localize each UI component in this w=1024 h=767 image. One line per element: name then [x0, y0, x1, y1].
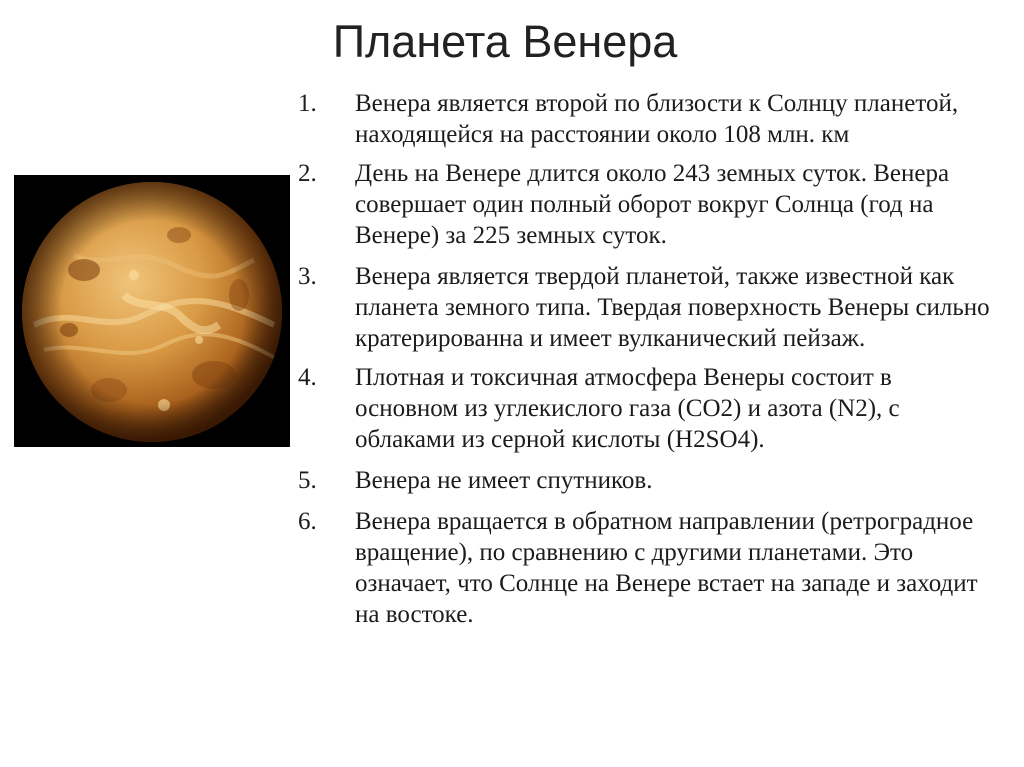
- venus-planet-icon: [14, 175, 290, 447]
- venus-image: [14, 175, 290, 447]
- fact-item-6: [298, 506, 998, 630]
- fact-item-4: [298, 362, 998, 455]
- fact-number: 1.: [298, 90, 317, 117]
- fact-item-2: [298, 158, 998, 251]
- fact-text: Плотная и токсичная атмосфера Венеры состоит в основном из углекислого газа (CO2) и азота (N2), с облаками из серной кислоты (H2SO4).: [355, 364, 900, 453]
- facts-list: [298, 88, 998, 630]
- fact-text: Венера является второй по близости к Солнцу планетой, находящейся на расстоянии около 108 млн. км: [355, 90, 959, 148]
- fact-number: 6.: [298, 508, 317, 535]
- fact-text: Венера не имеет спутников.: [355, 467, 653, 494]
- fact-text: Венера является твердой планетой, также известной как планета земного типа. Твердая поверхность Венеры сильно кратерированна и имеет вулканический пейзаж.: [355, 263, 990, 352]
- fact-item-1: [298, 88, 998, 150]
- fact-number: 3.: [298, 263, 317, 290]
- fact-number: 2.: [298, 160, 317, 187]
- fact-item-3: [298, 261, 998, 354]
- fact-number: 5.: [298, 467, 317, 494]
- fact-number: 4.: [298, 364, 317, 391]
- fact-item-5: [298, 465, 998, 496]
- fact-text: Венера вращается в обратном направлении (ретроградное вращение), по сравнению с другими планетами. Это означает, что Солнце на Венере встает на западе и заходит на востоке.: [355, 508, 978, 628]
- fact-text: День на Венере длится около 243 земных суток. Венера совершает один полный оборот вокруг Солнца (год на Венере) за 225 земных суток.: [355, 160, 950, 249]
- slide-title: Планета Венера: [332, 16, 678, 67]
